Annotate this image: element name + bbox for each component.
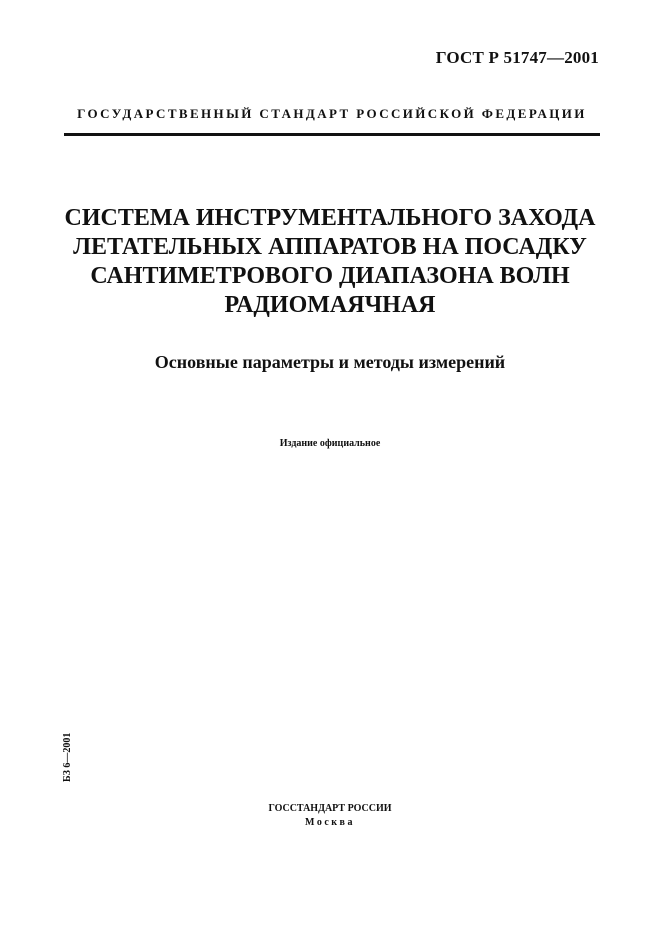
title-line: РАДИОМАЯЧНАЯ	[224, 292, 436, 318]
title-line: САНТИМЕТРОВОГО ДИАПАЗОНА ВОЛН	[90, 263, 570, 289]
title-line: ЛЕТАТЕЛЬНЫХ АППАРАТОВ НА ПОСАДКУ	[73, 234, 587, 260]
side-code: БЗ 6—2001	[62, 732, 73, 782]
header-divider	[64, 133, 600, 136]
document-subtitle: Основные параметры и методы измерений	[154, 352, 506, 372]
state-standard-heading: ГОСУДАРСТВЕННЫЙ СТАНДАРТ РОССИЙСКОЙ ФЕДЕРАЦИИ	[77, 106, 587, 121]
publisher-name: ГОССТАНДАРТ РОССИИ	[268, 803, 392, 814]
edition-label: Издание официальное	[279, 438, 381, 449]
title-line: СИСТЕМА ИНСТРУМЕНТАЛЬНОГО ЗАХОДА	[64, 205, 596, 231]
publisher-city: Москва	[305, 817, 355, 828]
document-title	[40, 204, 620, 320]
publisher-block	[40, 802, 620, 830]
document-number: ГОСТ Р 51747—2001	[435, 48, 599, 67]
